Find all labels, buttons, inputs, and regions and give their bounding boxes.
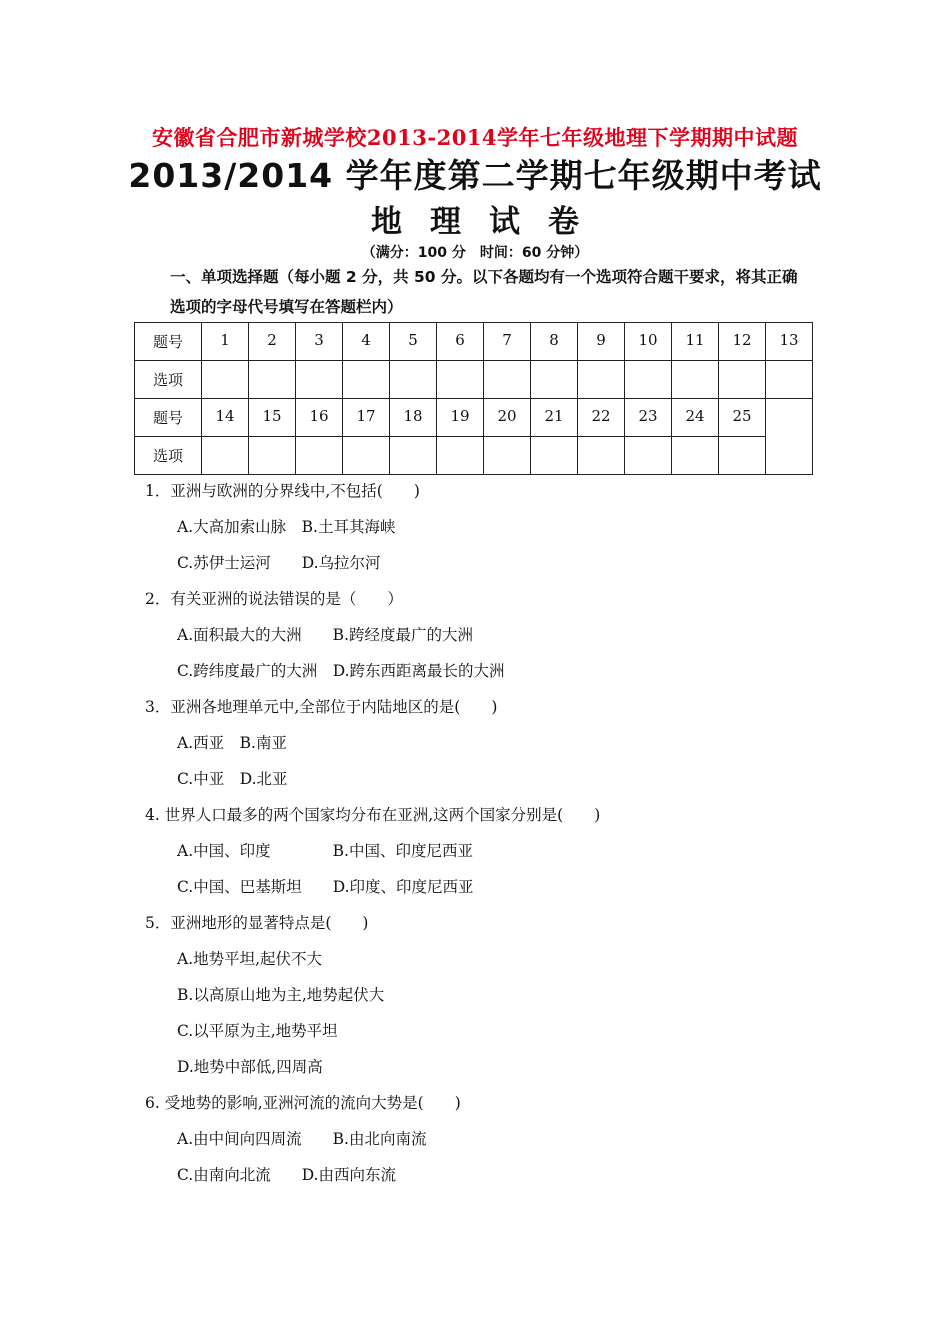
question-options: D.地势中部低,四周高	[177, 1058, 323, 1076]
answer-cell[interactable]	[578, 437, 625, 475]
answer-row-numbers-1	[135, 323, 813, 361]
question-number-cell: 13	[766, 323, 813, 361]
answer-cell[interactable]	[672, 361, 719, 399]
question-number-cell: 22	[578, 399, 625, 437]
question-number-cell: 2	[249, 323, 296, 361]
question-stem: 4. 世界人口最多的两个国家均分布在亚洲,这两个国家分别是( )	[145, 806, 601, 824]
answer-cell[interactable]	[343, 361, 390, 399]
row-label: 题号	[135, 323, 202, 361]
answer-cell[interactable]	[625, 361, 672, 399]
answer-cell[interactable]	[343, 437, 390, 475]
answer-cell[interactable]	[437, 361, 484, 399]
answer-cell[interactable]	[249, 437, 296, 475]
question-options: C.跨纬度最广的大洲 D.跨东西距离最长的大洲	[177, 662, 505, 680]
answer-cell[interactable]	[531, 361, 578, 399]
answer-cell[interactable]	[531, 437, 578, 475]
answer-cell[interactable]	[296, 437, 343, 475]
question-number-cell: 5	[390, 323, 437, 361]
answer-cell[interactable]	[202, 361, 249, 399]
question-number-cell: 9	[578, 323, 625, 361]
question-number-cell: 16	[296, 399, 343, 437]
question-options: C.由南向北流 D.由西向东流	[177, 1166, 397, 1184]
answer-cell[interactable]	[249, 361, 296, 399]
question-number-cell: 19	[437, 399, 484, 437]
answer-cell[interactable]	[296, 361, 343, 399]
question-number-cell: 24	[672, 399, 719, 437]
question-options: C.中亚 D.北亚	[177, 770, 288, 788]
answer-sheet-table	[134, 322, 813, 475]
answer-cell[interactable]	[390, 437, 437, 475]
question-number-cell: 25	[719, 399, 766, 437]
row-label: 题号	[135, 399, 202, 437]
question-stem: 6. 受地势的影响,亚洲河流的流向大势是( )	[145, 1094, 461, 1112]
question-options: B.以高原山地为主,地势起伏大	[177, 986, 385, 1004]
question-number-cell: 17	[343, 399, 390, 437]
question-options: A.面积最大的大洲 B.跨经度最广的大洲	[177, 626, 473, 644]
answer-cell[interactable]	[437, 437, 484, 475]
row-label: 选项	[135, 361, 202, 399]
subject-title: 地理试卷	[371, 204, 607, 240]
question-number-cell: 11	[672, 323, 719, 361]
question-number-cell: 8	[531, 323, 578, 361]
question-number-cell: 21	[531, 399, 578, 437]
answer-cell[interactable]	[719, 437, 766, 475]
answer-cell[interactable]	[390, 361, 437, 399]
answer-row-numbers-2	[135, 399, 813, 437]
question-options: A.大高加索山脉 B.土耳其海峡	[177, 518, 396, 536]
question-stem: 5．亚洲地形的显著特点是( )	[145, 914, 369, 932]
question-number-cell: 1	[202, 323, 249, 361]
question-number-cell: 6	[437, 323, 484, 361]
answer-cell[interactable]	[578, 361, 625, 399]
question-options: C.苏伊士运河 D.乌拉尔河	[177, 554, 381, 572]
question-stem: 2．有关亚洲的说法错误的是（ ）	[145, 590, 403, 608]
document-source-title: 安徽省合肥市新城学校2013-2014学年七年级地理下学期期中试题	[151, 125, 799, 150]
question-number-cell: 23	[625, 399, 672, 437]
question-options: A.中国、印度 B.中国、印度尼西亚	[177, 842, 473, 860]
question-number-cell: 18	[390, 399, 437, 437]
question-options: C.中国、巴基斯坦 D.印度、印度尼西亚	[177, 878, 474, 896]
row-label: 选项	[135, 437, 202, 475]
empty-merged-cell	[766, 399, 813, 475]
question-options: C.以平原为主,地势平坦	[177, 1022, 338, 1040]
answer-cell[interactable]	[484, 437, 531, 475]
question-options: A.地势平坦,起伏不大	[177, 950, 323, 968]
answer-cell[interactable]	[719, 361, 766, 399]
exam-title: 2013/2014 学年度第二学期七年级期中考试	[128, 156, 822, 195]
question-number-cell: 10	[625, 323, 672, 361]
question-number-cell: 15	[249, 399, 296, 437]
question-number-cell: 12	[719, 323, 766, 361]
section-heading: 一、单项选择题（每小题 2 分，共 50 分。以下各题均有一个选项符合题干要求，将其正确选项的字母代号填写在答题栏内）	[170, 268, 798, 316]
question-stem: 1．亚洲与欧洲的分界线中,不包括( )	[145, 482, 420, 500]
answer-cell[interactable]	[484, 361, 531, 399]
question-stem: 3．亚洲各地理单元中,全部位于内陆地区的是( )	[145, 698, 498, 716]
question-number-cell: 20	[484, 399, 531, 437]
answer-row-choices-2	[135, 437, 813, 475]
score-time-line: （满分：100 分 时间：60 分钟）	[361, 245, 589, 261]
question-number-cell: 3	[296, 323, 343, 361]
question-number-cell: 4	[343, 323, 390, 361]
answer-row-choices-1	[135, 361, 813, 399]
question-number-cell: 7	[484, 323, 531, 361]
question-options: A.由中间向四周流 B.由北向南流	[177, 1130, 427, 1148]
answer-cell[interactable]	[766, 361, 813, 399]
answer-cell[interactable]	[202, 437, 249, 475]
question-number-cell: 14	[202, 399, 249, 437]
answer-cell[interactable]	[625, 437, 672, 475]
question-options: A.西亚 B.南亚	[177, 734, 287, 752]
answer-cell[interactable]	[672, 437, 719, 475]
question-list	[145, 478, 845, 1198]
